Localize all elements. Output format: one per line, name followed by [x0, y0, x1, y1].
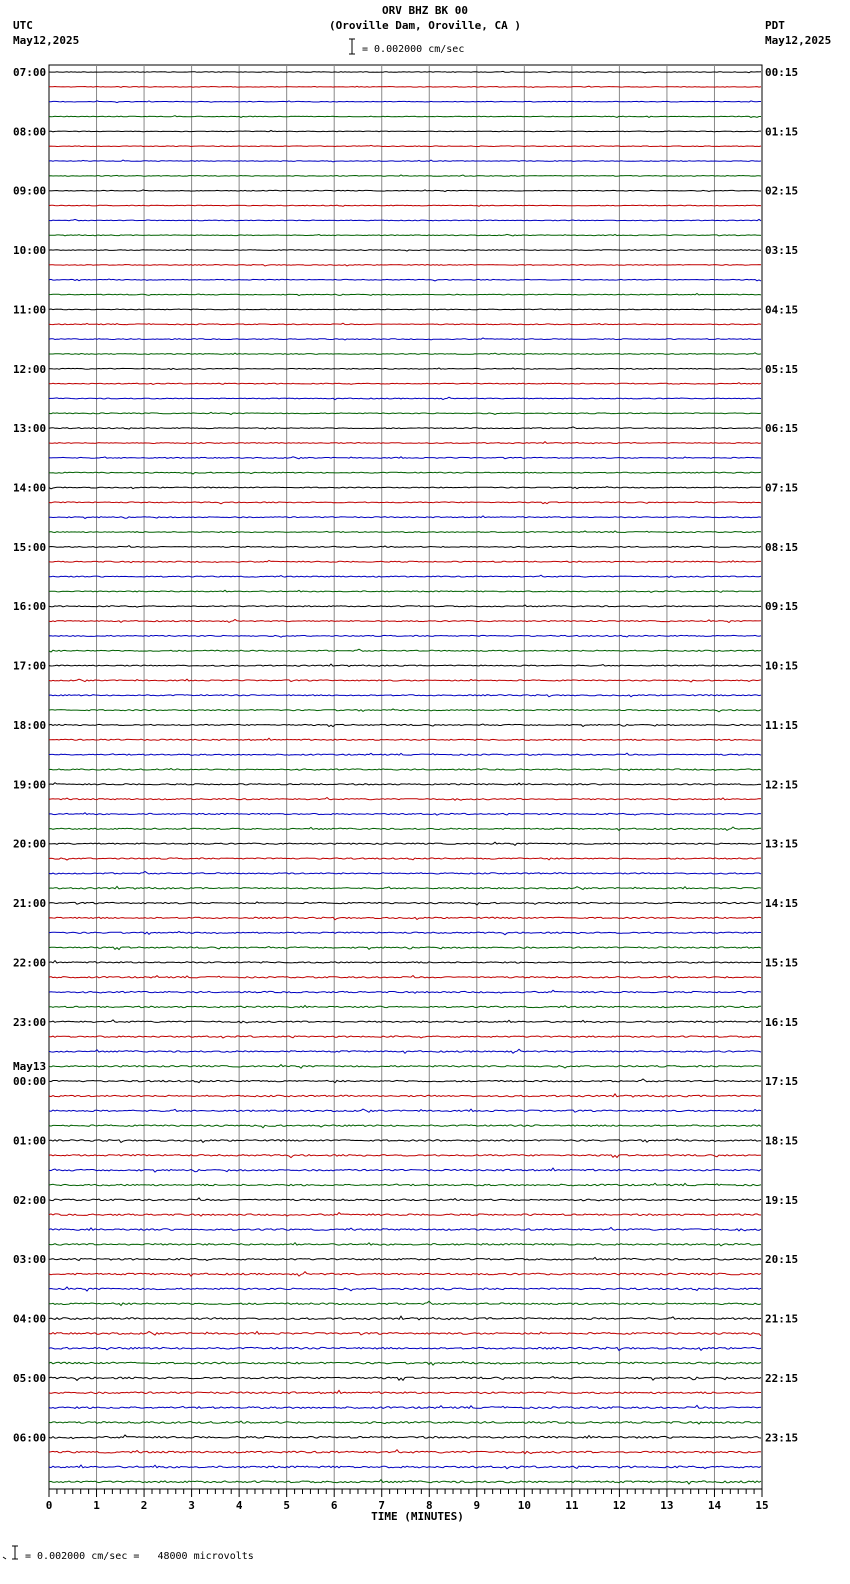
- trace-row: [49, 575, 761, 577]
- x-tick-label: 4: [235, 1499, 243, 1512]
- trace-row: [49, 1390, 761, 1393]
- pdt-hour-label: 02:15: [765, 184, 799, 198]
- pdt-hour-label: 07:15: [765, 481, 799, 495]
- utc-hour-label: 04:00: [13, 1312, 47, 1326]
- trace-row: [49, 1006, 761, 1008]
- utc-hour-label: 05:00: [13, 1371, 47, 1385]
- station-location: (Oroville Dam, Oroville, CA ): [328, 19, 522, 32]
- trace-row: [49, 1272, 761, 1276]
- x-tick-label: 11: [565, 1499, 579, 1512]
- trace-row: [49, 1480, 761, 1484]
- utc-hour-label: 02:00: [13, 1193, 47, 1207]
- trace-row: [49, 309, 761, 310]
- trace-row: [49, 932, 761, 935]
- utc-hour-label: 00:00: [13, 1075, 47, 1089]
- trace-row: [49, 1198, 761, 1201]
- x-tick-label: 9: [473, 1499, 481, 1512]
- pdt-hour-label: 03:15: [765, 244, 799, 258]
- trace-row: [49, 560, 761, 562]
- trace-row: [49, 976, 761, 978]
- x-tick-label: 7: [378, 1499, 386, 1512]
- pdt-hour-label: 15:15: [765, 956, 799, 970]
- trace-row: [49, 724, 761, 727]
- trace-row: [49, 175, 761, 176]
- trace-row: [49, 516, 761, 519]
- x-axis-title: TIME (MINUTES): [371, 1510, 464, 1523]
- trace-row: [49, 813, 761, 815]
- utc-hour-label: 01:00: [13, 1134, 47, 1148]
- pdt-hour-label: 04:15: [765, 303, 799, 317]
- trace-row: [49, 1020, 761, 1023]
- x-tick-label: 3: [188, 1499, 195, 1512]
- trace-row: [49, 472, 761, 474]
- trace-row: [49, 947, 761, 950]
- pdt-hour-label: 12:15: [765, 778, 799, 792]
- trace-row: [49, 279, 761, 281]
- utc-hour-label: 14:00: [13, 481, 47, 495]
- trace-row: [49, 620, 761, 623]
- trace-row: [49, 86, 761, 87]
- trace-row: [49, 160, 761, 162]
- trace-row: [49, 1036, 761, 1038]
- trace-row: [49, 116, 761, 118]
- trace-row: [49, 219, 761, 221]
- trace-row: [49, 368, 761, 370]
- trace-row: [49, 1094, 761, 1097]
- utc-hour-label: 19:00: [13, 778, 47, 792]
- utc-hour-label: 22:00: [13, 956, 47, 970]
- utc-hour-label: 18:00: [13, 718, 47, 732]
- trace-row: [49, 131, 761, 132]
- trace-row: [49, 1465, 761, 1469]
- trace-row: [49, 1227, 761, 1231]
- trace-row: [49, 546, 761, 548]
- trace-row: [49, 1405, 761, 1408]
- pdt-hour-label: 00:15: [765, 66, 799, 79]
- pdt-hour-label: 10:15: [765, 659, 799, 673]
- x-tick-label: 14: [707, 1499, 722, 1512]
- trace-row: [49, 1257, 761, 1260]
- trace-row: [49, 695, 761, 697]
- trace-row: [49, 1301, 761, 1305]
- pdt-hour-label: 23:15: [765, 1431, 799, 1445]
- trace-row: [49, 635, 761, 637]
- utc-hour-label: 15:00: [13, 540, 47, 554]
- trace-row: [49, 872, 761, 875]
- trace-row: [49, 234, 761, 236]
- trace-row: [49, 649, 761, 652]
- trace-row: [49, 502, 761, 504]
- pdt-hour-label: 19:15: [765, 1193, 799, 1207]
- trace-row: [49, 990, 761, 993]
- trace-row: [49, 769, 761, 771]
- trace-row: [49, 664, 761, 666]
- x-tick-label: 2: [140, 1499, 148, 1512]
- trace-row: [49, 145, 761, 146]
- trace-row: [49, 323, 761, 325]
- utc-hour-label: 10:00: [13, 244, 47, 258]
- pdt-hour-label: 14:15: [765, 897, 799, 911]
- pdt-hour-label: 20:15: [765, 1253, 799, 1267]
- trace-row: [49, 753, 761, 755]
- pdt-hour-label: 11:15: [765, 718, 799, 732]
- trace-row: [49, 101, 761, 103]
- trace-row: [49, 383, 761, 385]
- trace-row: [49, 590, 761, 592]
- pdt-hour-label: 18:15: [765, 1134, 799, 1148]
- utc-date-change-label: May13: [13, 1060, 47, 1074]
- trace-row: [49, 397, 761, 399]
- pdt-hour-label: 01:15: [765, 125, 799, 139]
- left-date: May12,2025: [13, 34, 80, 47]
- trace-row: [49, 858, 761, 860]
- trace-row: [49, 842, 761, 845]
- trace-row: [49, 1125, 761, 1128]
- footer-scale-label: = 0.002000 cm/sec = 48000 microvolts: [25, 1551, 254, 1562]
- trace-row: [49, 738, 761, 740]
- trace-row: [49, 783, 761, 785]
- station-title: ORV BHZ BK 00: [381, 4, 469, 17]
- utc-hour-label: 03:00: [13, 1253, 47, 1267]
- utc-hour-label: 12:00: [13, 362, 47, 376]
- pdt-hour-label: 21:15: [765, 1312, 799, 1326]
- utc-hour-label: 17:00: [13, 659, 47, 673]
- trace-row: [49, 249, 761, 251]
- x-tick-label: 8: [425, 1499, 433, 1512]
- trace-row: [49, 1139, 761, 1143]
- left-timezone: UTC: [13, 19, 33, 32]
- trace-row: [49, 827, 761, 830]
- trace-row: [49, 338, 761, 340]
- trace-row: [49, 205, 761, 206]
- trace-row: [49, 1450, 761, 1454]
- pdt-hour-label: 05:15: [765, 362, 799, 376]
- trace-row: [49, 917, 761, 920]
- x-tick-label: 12: [612, 1499, 627, 1512]
- trace-row: [49, 1183, 761, 1186]
- scale-label: = 0.002000 cm/sec: [362, 44, 465, 55]
- trace-row: [49, 1109, 761, 1112]
- trace-row: [49, 442, 761, 444]
- trace-row: [49, 1168, 761, 1172]
- trace-row: [49, 1155, 761, 1158]
- utc-hour-label: 11:00: [13, 303, 47, 317]
- trace-row: [49, 412, 761, 414]
- utc-hour-label: 13:00: [13, 422, 47, 436]
- pdt-hour-label: 06:15: [765, 422, 799, 436]
- trace-row: [49, 1347, 761, 1350]
- utc-hour-label: 23:00: [13, 1015, 47, 1029]
- trace-row: [49, 679, 761, 682]
- pdt-hour-label: 22:15: [765, 1371, 799, 1385]
- utc-hour-label: 08:00: [13, 125, 47, 139]
- trace-row: [49, 605, 761, 607]
- trace-row: [49, 1243, 761, 1246]
- pdt-hour-label: 13:15: [765, 837, 799, 851]
- right-date: May12,2025: [765, 34, 832, 47]
- utc-hour-label: 07:00: [13, 66, 47, 79]
- trace-row: [49, 71, 761, 72]
- trace-row: [49, 902, 761, 905]
- trace-row: [49, 190, 761, 192]
- trace-row: [49, 1079, 761, 1083]
- utc-hour-label: 21:00: [13, 897, 47, 911]
- trace-row: [49, 1377, 761, 1381]
- x-tick-label: 13: [660, 1499, 674, 1512]
- trace-row: [49, 1316, 761, 1320]
- trace-row: [49, 961, 761, 964]
- utc-hour-label: 20:00: [13, 837, 47, 851]
- trace-row: [49, 1065, 761, 1069]
- trace-row: [49, 1421, 761, 1424]
- utc-hour-label: 16:00: [13, 600, 47, 614]
- trace-row: [49, 1049, 761, 1053]
- trace-row: [49, 1287, 761, 1291]
- trace-row: [49, 487, 761, 489]
- pdt-hour-label: 17:15: [765, 1075, 799, 1089]
- trace-row: [49, 353, 761, 355]
- trace-row: [49, 709, 761, 712]
- trace-row: [49, 1435, 761, 1439]
- trace-row: [49, 265, 761, 267]
- x-tick-label: 1: [93, 1499, 100, 1512]
- trace-row: [49, 294, 761, 296]
- trace-row: [49, 886, 761, 889]
- trace-row: [49, 1213, 761, 1217]
- utc-hour-label: 06:00: [13, 1431, 47, 1445]
- x-tick-label: 10: [517, 1499, 531, 1512]
- x-tick-label: 5: [283, 1499, 290, 1512]
- trace-row: [49, 531, 761, 533]
- pdt-hour-label: 16:15: [765, 1015, 799, 1029]
- right-timezone: PDT: [765, 19, 785, 32]
- x-tick-label: 6: [330, 1499, 338, 1512]
- trace-row: [49, 457, 761, 459]
- pdt-hour-label: 09:15: [765, 600, 799, 614]
- x-tick-label: 0: [45, 1499, 53, 1512]
- pdt-hour-label: 08:15: [765, 540, 799, 554]
- trace-row: [49, 1362, 761, 1366]
- footer-scale-bar-icon: [2, 1545, 22, 1561]
- trace-row: [49, 1332, 761, 1336]
- utc-hour-label: 09:00: [13, 184, 47, 198]
- trace-row: [49, 427, 761, 429]
- trace-row: [49, 798, 761, 801]
- x-tick-label: 15: [755, 1499, 769, 1512]
- plot-frame: [49, 65, 762, 1489]
